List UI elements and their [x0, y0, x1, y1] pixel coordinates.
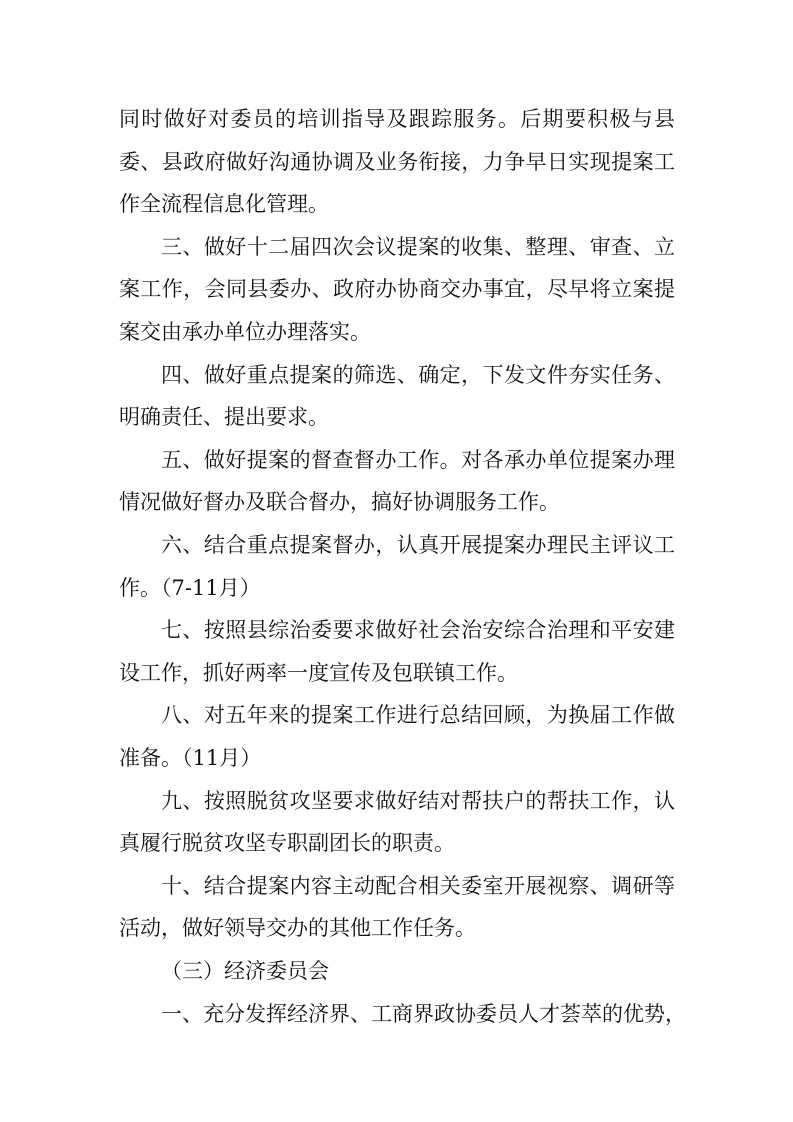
text-line-1: 同时做好对委员的培训指导及跟踪服务。后期要积极与县 [119, 107, 675, 131]
text-line-20: 活动，做好领导交办的其他工作任务。 [119, 916, 476, 941]
text-line-21: （三）经济委员会 [161, 959, 329, 983]
text-line-3: 作全流程信息化管理。 [119, 192, 329, 217]
text-line-10: 情况做好督办及联合督办，搞好协调服务工作。 [119, 490, 560, 515]
text-line-6: 案交由承办单位办理落实。 [119, 320, 371, 344]
text-line-16: 准备。（11月） [119, 746, 262, 770]
text-line-9: 五、做好提案的督查督办工作。对各承办单位提案办理 [161, 447, 675, 472]
text-line-13: 七、按照县综治委要求做好社会治安综合治理和平安建 [161, 618, 675, 643]
text-line-4: 三、做好十二届四次会议提案的收集、整理、审查、立 [161, 234, 675, 259]
text-line-18: 真履行脱贫攻坚专职副团长的职责。 [119, 831, 455, 856]
text-line-14: 设工作，抓好两率一度宣传及包联镇工作。 [119, 660, 518, 685]
text-line-11: 六、结合重点提案督办，认真开展提案办理民主评议工 [161, 533, 675, 557]
text-line-12: 作。（7-11月） [119, 575, 261, 600]
text-line-8: 明确责任、提出要求。 [119, 405, 329, 430]
text-line-17: 九、按照脱贫攻坚要求做好结对帮扶户的帮扶工作，认 [161, 788, 675, 813]
text-line-19: 十、结合提案内容主动配合相关委室开展视察、调研等 [161, 873, 675, 898]
text-line-7: 四、做好重点提案的筛选、确定，下发文件夯实任务、 [161, 362, 675, 387]
text-line-15: 八、对五年来的提案工作进行总结回顾，为换届工作做 [161, 703, 675, 728]
text-line-2: 委、县政府做好沟通协调及业务衔接，力争早日实现提案工 [119, 149, 675, 174]
text-line-5: 案工作，会同县委办、政府办协商交办事宜，尽早将立案提 [119, 277, 675, 302]
text-line-22: 一、充分发挥经济界、工商界政协委员人才荟萃的优势， [161, 1001, 686, 1026]
